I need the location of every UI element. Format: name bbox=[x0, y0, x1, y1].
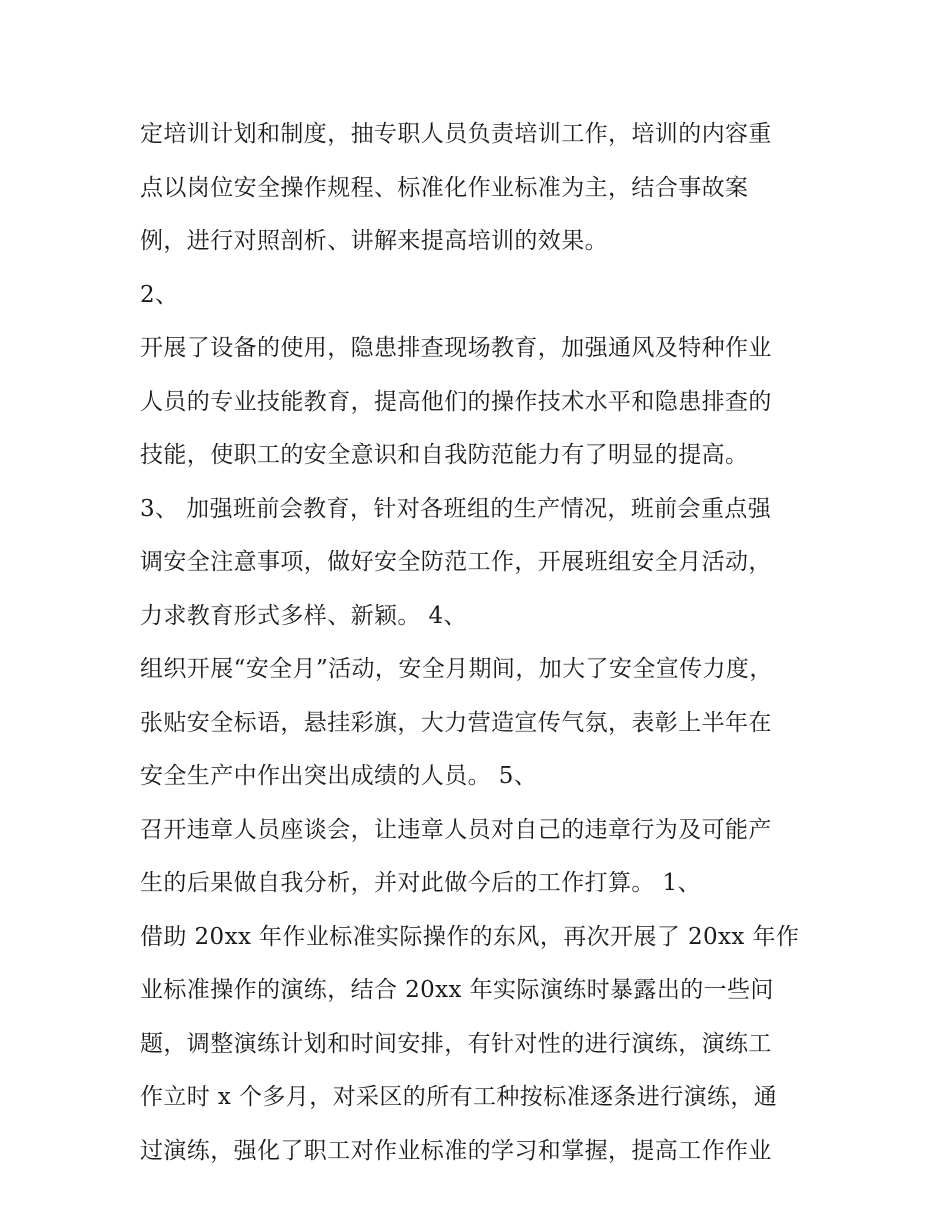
text-line: 组织开展“安全月”活动，安全月期间，加大了安全宣传力度， bbox=[140, 656, 773, 682]
text-line: 张贴安全标语，悬挂彩旗，大力营造宣传气氛，表彰上半年在 bbox=[140, 709, 772, 736]
text-line: 2、 bbox=[140, 281, 179, 308]
text-line: 人员的专业技能教育，提高他们的操作技术水平和隐患排查的 bbox=[140, 388, 772, 415]
text-line: 技能，使职工的安全意识和自我防范能力有了明显的提高。 bbox=[140, 442, 749, 468]
text-line: 借助 20xx 年作业标准实际操作的东风，再次开展了 20xx 年作 bbox=[140, 923, 800, 950]
text-line: 生的后果做自我分析，并对此做今后的工作打算。 1、 bbox=[140, 870, 701, 896]
text-line: 开展了设备的使用，隐患排查现场教育，加强通风及特种作业 bbox=[140, 335, 772, 361]
text-line: 例，进行对照剖析、讲解来提高培训的效果。 bbox=[140, 228, 608, 254]
text-line: 题，调整演练计划和时间安排，有针对性的进行演练，演练工 bbox=[140, 1030, 772, 1057]
text-line: 定培训计划和制度，抽专职人员负责培训工作，培训的内容重 bbox=[140, 121, 772, 147]
text-line: 业标准操作的演练，结合 20xx 年实际演练时暴露出的一些问 bbox=[140, 977, 774, 1003]
document-body bbox=[140, 108, 820, 1178]
text-line: 点以岗位安全操作规程、标准化作业标准为主，结合事故案 bbox=[140, 174, 749, 201]
text-line: 安全生产中作出突出成绩的人员。 5、 bbox=[140, 763, 538, 789]
text-line: 力求教育形式多样、新颖。 4、 bbox=[140, 602, 467, 629]
text-line: 作立时 x 个多月，对采区的所有工种按标准逐条进行演练，通 bbox=[140, 1084, 778, 1110]
text-line: 调安全注意事项，做好安全防范工作，开展班组安全月活动， bbox=[140, 549, 772, 575]
text-line: 召开违章人员座谈会，让违章人员对自己的违章行为及可能产 bbox=[140, 816, 772, 843]
text-line: 过演练，强化了职工对作业标准的学习和掌握，提高工作作业 bbox=[140, 1137, 772, 1164]
text-line: 3、 加强班前会教育，针对各班组的生产情况，班前会重点强 bbox=[140, 495, 772, 522]
